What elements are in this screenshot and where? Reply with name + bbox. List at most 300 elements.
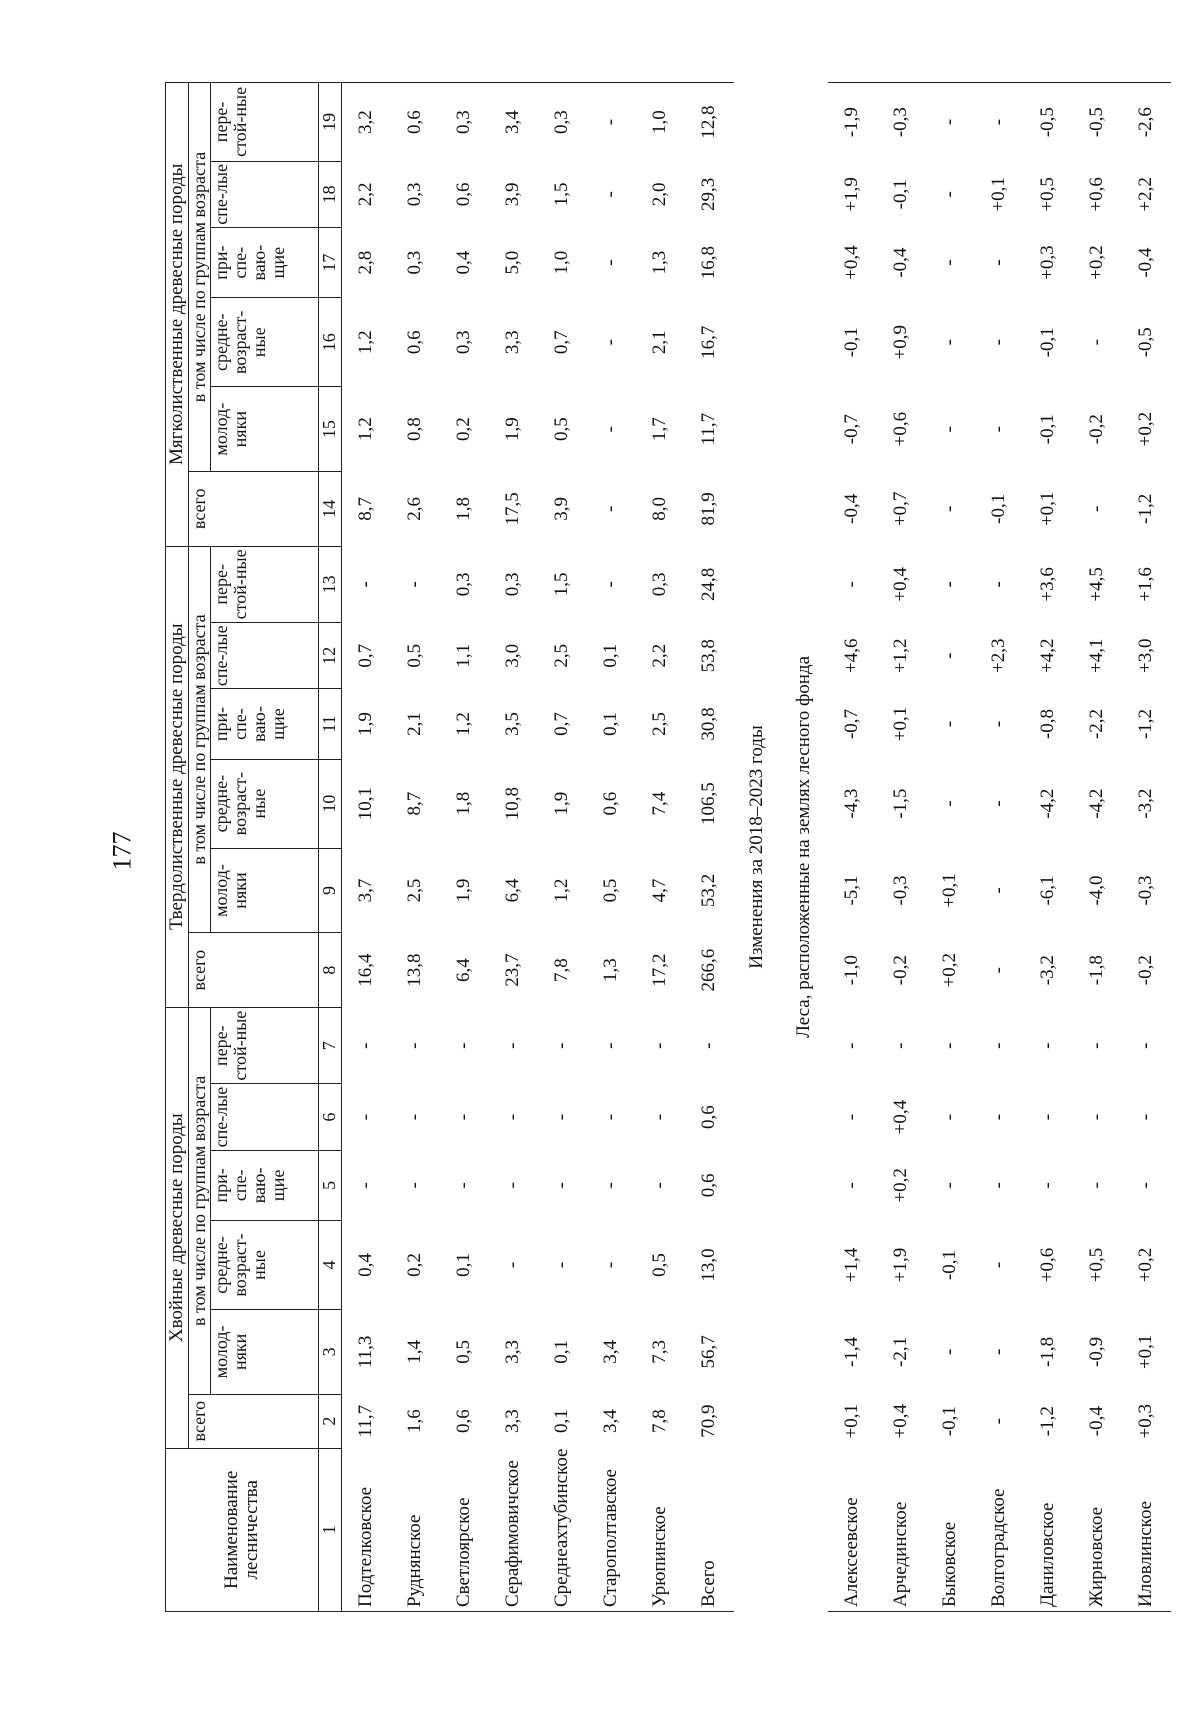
table-cell: -	[988, 1348, 1010, 1356]
table-cell: -0,4	[1135, 247, 1157, 278]
table-row	[587, 83, 636, 1612]
table-cell: +0,6	[890, 411, 912, 447]
table-cell: 53,8	[698, 639, 720, 673]
table-cell: +0,5	[1086, 1247, 1108, 1283]
table-cell: 0,6	[698, 1173, 720, 1198]
table-cell: -0,3	[1135, 875, 1157, 906]
table-cell: -	[502, 1042, 524, 1049]
table-cell: 5,0	[502, 250, 524, 275]
age-group-header: молод-няки	[210, 1309, 318, 1394]
table-cell: 106,5	[698, 782, 720, 825]
table-cell: 3,4	[600, 1340, 622, 1364]
table-cell: +1,6	[1135, 567, 1157, 602]
table-cell: 0,1	[600, 712, 622, 736]
forestry-name: Арчединское	[877, 1448, 926, 1611]
table-cell: -0,4	[1086, 1406, 1108, 1437]
table-cell: -	[551, 1182, 573, 1189]
table-cell: 11,7	[698, 412, 720, 446]
table-cell: 1,9	[453, 878, 475, 903]
forest-table	[165, 82, 1200, 1612]
table-cell: -	[404, 581, 426, 588]
table-cell: 3,9	[502, 182, 524, 207]
table-cell: 0,4	[453, 250, 475, 275]
table-cell: +0,2	[939, 952, 961, 988]
table-cell: 0,6	[453, 1409, 475, 1434]
table-cell: +1,4	[841, 1247, 863, 1283]
table-cell: +0,2	[890, 1168, 912, 1203]
table-cell: 17,2	[649, 953, 671, 987]
table-row	[1024, 83, 1073, 1612]
table-cell: 7,3	[649, 1340, 671, 1364]
table-cell: 1,4	[404, 1340, 426, 1364]
table-cell: 1,5	[551, 182, 573, 207]
table-row	[926, 83, 975, 1612]
column-number: 7	[318, 1007, 341, 1084]
table-cell: -	[355, 581, 377, 588]
table-cell: 11,3	[355, 1335, 377, 1369]
table-cell: -	[988, 720, 1010, 728]
table-cell: 13,8	[404, 953, 426, 987]
table-cell: 7,8	[551, 958, 573, 983]
forestry-name: Урюпинское	[636, 1448, 685, 1611]
age-group-header: пере-стой-ные	[210, 546, 318, 623]
total-header: всего	[188, 472, 318, 546]
table-cell: -	[988, 259, 1010, 266]
table-cell: 0,4	[355, 1253, 377, 1277]
section-title-forest-fund-lands: Леса, расположенные на землях лесного фонда	[793, 655, 815, 1039]
table-cell: 1,9	[551, 791, 573, 816]
table-cell: -0,3	[890, 875, 912, 906]
table-cell: -1,4	[841, 1336, 863, 1367]
table-cell: 3,2	[342, 83, 391, 162]
forestry-name: Алексеевское	[828, 1448, 877, 1611]
table-cell: 8,7	[355, 496, 377, 521]
forestry-name: Быковское	[926, 1448, 975, 1611]
table-cell: 1,5	[551, 572, 573, 597]
table-cell: -	[1135, 1182, 1157, 1189]
table-cell: -	[698, 1042, 720, 1049]
table-row	[685, 83, 734, 1612]
table-cell: -0,8	[1037, 708, 1059, 740]
table-cell: -	[988, 1418, 1010, 1425]
table-cell: -0,5	[1135, 327, 1157, 358]
table-cell: 0,6	[453, 182, 475, 207]
table-cell: 16,7	[698, 325, 720, 359]
table-cell: -	[939, 720, 961, 728]
table-cell: -	[600, 1113, 622, 1121]
table-cell: +0,2	[1086, 245, 1108, 280]
table-cell: 2,1	[404, 712, 426, 736]
table-cell: 0,5	[404, 643, 426, 668]
table-cell: +0,4	[841, 245, 863, 280]
table-cell: 17,5	[502, 492, 524, 526]
table-cell: -	[502, 1113, 524, 1121]
name-column-header: Наименование лесничества	[166, 1448, 319, 1611]
table-cell: -4,2	[1086, 788, 1108, 819]
table-row	[391, 83, 440, 1612]
table-cell: -	[988, 1113, 1010, 1121]
table-cell: 1,6	[404, 1409, 426, 1434]
table-cell: -0,2	[1135, 955, 1157, 986]
table-cell: 0,3	[404, 250, 426, 275]
table-cell: -4,3	[841, 788, 863, 819]
table-cell: 2,8	[355, 250, 377, 275]
table-cell: 13,0	[698, 1248, 720, 1282]
table-cell: -5,1	[841, 875, 863, 906]
table-cell: -	[355, 1113, 377, 1121]
forestry-name: Подтелковское	[342, 1448, 391, 1611]
table-cell: -1,2	[1135, 708, 1157, 740]
table-cell: 3,4	[600, 1409, 622, 1434]
table-cell: 1,1	[453, 643, 475, 668]
table-cell: +0,3	[1135, 1403, 1157, 1439]
table-cell: 7,4	[649, 791, 671, 816]
table-cell: -4,0	[1086, 875, 1108, 906]
column-number: 1	[318, 1448, 341, 1611]
table-cell: +4,2	[1037, 638, 1059, 673]
table-cell: -	[939, 1113, 961, 1121]
table-cell: -	[649, 1113, 671, 1121]
total-header: всего	[188, 933, 318, 1007]
table-cell: 3,9	[551, 496, 573, 521]
forestry-name: Даниловское	[1024, 1448, 1073, 1611]
table-cell: +0,2	[1135, 1247, 1157, 1283]
table-cell: -	[939, 1042, 961, 1049]
table-cell: -4,2	[1037, 788, 1059, 819]
table-cell: -3,2	[1037, 955, 1059, 986]
page-number: 177	[107, 831, 137, 871]
table-cell: +0,6	[1037, 1247, 1059, 1283]
table-cell: -	[404, 1182, 426, 1189]
table-cell: 30,8	[698, 707, 720, 741]
table-cell: +4,1	[1086, 638, 1108, 673]
table-cell: -0,5	[1073, 83, 1122, 162]
table-cell: -	[600, 339, 622, 346]
table-cell: -0,1	[939, 1406, 961, 1437]
table-row	[636, 83, 685, 1612]
table-cell: 2,5	[649, 712, 671, 736]
table-cell: 29,3	[698, 177, 720, 211]
table-cell: 0,3	[649, 572, 671, 597]
table-row	[342, 83, 391, 1612]
table-cell: -	[587, 83, 636, 162]
table-cell: 0,6	[404, 330, 426, 355]
table-cell: 1,0	[636, 83, 685, 162]
table-cell: 266,6	[698, 948, 720, 992]
table-cell: 8,0	[649, 496, 671, 521]
table-cell: 7,8	[649, 1409, 671, 1434]
table-cell: -	[649, 1042, 671, 1049]
table-cell: 2,5	[551, 643, 573, 668]
table-cell: +0,6	[1086, 177, 1108, 212]
table-cell: -	[1086, 1113, 1108, 1121]
age-group-header: спе-лые	[210, 161, 318, 227]
table-cell: 4,7	[649, 878, 671, 903]
column-number: 17	[318, 227, 341, 297]
table-cell: -1,8	[1037, 1336, 1059, 1367]
table-cell: 0,6	[600, 791, 622, 816]
table-cell: -1,0	[841, 955, 863, 986]
table-cell: -	[1037, 1113, 1059, 1121]
table-cell: -0,1	[988, 493, 1010, 524]
table-cell: -	[404, 1042, 426, 1049]
table-row	[877, 83, 926, 1612]
table-cell: -1,8	[1086, 955, 1108, 986]
table-cell: +0,1	[890, 706, 912, 742]
column-number: 3	[318, 1309, 341, 1394]
table-cell: -0,4	[890, 247, 912, 278]
age-group-header: спе-лые	[210, 1084, 318, 1150]
table-cell: 10,1	[355, 787, 377, 821]
table-cell: 0,1	[551, 1340, 573, 1364]
table-cell: -	[1086, 1042, 1108, 1049]
table-cell: +0,4	[890, 567, 912, 602]
table-cell: -0,4	[841, 493, 863, 524]
table-row	[1073, 83, 1122, 1612]
table-cell: 0,1	[551, 1409, 573, 1434]
table-cell: -1,2	[1037, 1406, 1059, 1437]
table-cell: -	[1086, 339, 1108, 346]
table-cell: -	[404, 1113, 426, 1121]
table-row	[828, 83, 877, 1612]
table-cell: -2,1	[890, 1336, 912, 1367]
table-cell: 0,3	[538, 83, 587, 162]
table-cell: -	[600, 581, 622, 588]
table-row	[489, 83, 538, 1612]
age-group-header: при-спе-ваю-щие	[210, 1150, 318, 1220]
table-cell: 0,5	[551, 417, 573, 442]
table-cell: 0,2	[404, 1253, 426, 1277]
table-cell: 0,3	[453, 330, 475, 355]
table-cell: -0,7	[841, 708, 863, 740]
table-cell: 1,2	[355, 417, 377, 442]
table-cell: -0,1	[939, 1249, 961, 1281]
table-cell: -	[988, 1261, 1010, 1269]
forestry-name: Старополтавское	[587, 1448, 636, 1611]
table-cell: 56,7	[698, 1335, 720, 1369]
table-cell: 6,4	[453, 958, 475, 983]
column-number: 18	[318, 161, 341, 227]
table-cell: -	[355, 1042, 377, 1049]
table-cell: 6,4	[502, 878, 524, 903]
table-cell: 0,8	[404, 417, 426, 442]
table-cell: +0,4	[890, 1099, 912, 1135]
table-cell: -1,9	[828, 83, 877, 162]
table-cell: +0,1	[841, 1403, 863, 1439]
table-cell: 2,5	[404, 878, 426, 903]
table-cell: 11,7	[355, 1404, 377, 1438]
total-header: всего	[188, 1394, 318, 1448]
table-cell: -	[988, 581, 1010, 588]
table-cell: 1,3	[600, 958, 622, 983]
table-cell: -	[1135, 1113, 1157, 1121]
table-cell: +0,2	[1135, 411, 1157, 447]
table-cell: 3,0	[502, 643, 524, 668]
table-cell: +0,1	[988, 177, 1010, 212]
table-cell: -	[502, 1261, 524, 1269]
table-cell: +0,1	[1037, 491, 1059, 527]
table-cell: 8,7	[404, 791, 426, 816]
table-cell: 23,7	[502, 953, 524, 987]
table-cell: 70,9	[698, 1404, 720, 1438]
table-cell: +0,3	[1037, 245, 1059, 280]
table-cell: 0,5	[600, 878, 622, 903]
forestry-name: Жирновское	[1073, 1448, 1122, 1611]
table-cell: -0,1	[1037, 414, 1059, 445]
age-group-header: молод-няки	[210, 848, 318, 933]
table-cell: -	[939, 581, 961, 588]
table-row	[975, 83, 1024, 1612]
table-cell: 1,7	[649, 417, 671, 442]
age-group-header: молод-няки	[210, 387, 318, 472]
table-cell: -0,2	[1086, 414, 1108, 445]
table-cell: +4,6	[841, 638, 863, 673]
table-cell: 3,4	[489, 83, 538, 162]
by-age-header: в том числе по группам возраста	[188, 546, 210, 933]
table-cell: 24,8	[698, 567, 720, 601]
table-cell: -0,1	[841, 327, 863, 358]
table-cell: 0,7	[355, 643, 377, 668]
table-cell: 0,6	[698, 1105, 720, 1129]
table-cell: 2,0	[649, 182, 671, 207]
table-cell: +0,7	[890, 491, 912, 527]
table-cell: 0,7	[551, 330, 573, 355]
column-number: 19	[318, 83, 341, 162]
table-cell: 16,4	[355, 953, 377, 987]
table-cell: -	[502, 1182, 524, 1189]
column-number: 8	[318, 933, 341, 1007]
table-cell: -2,2	[1086, 708, 1108, 740]
column-number: 6	[318, 1084, 341, 1150]
table-cell: 0,5	[649, 1253, 671, 1277]
table-cell: 0,6	[391, 83, 440, 162]
age-group-header: при-спе-ваю-щие	[210, 689, 318, 759]
table-cell: -	[988, 1182, 1010, 1189]
table-cell: -	[1086, 505, 1108, 512]
table-cell: 1,2	[355, 330, 377, 355]
table-cell: -	[600, 1042, 622, 1049]
table-row	[1122, 83, 1171, 1612]
table-cell: -	[600, 505, 622, 512]
table-cell: -	[453, 1113, 475, 1121]
table-cell: -	[988, 800, 1010, 807]
table-cell: -	[1086, 1182, 1108, 1189]
table-cell: 1,9	[502, 417, 524, 442]
table-cell: 0,3	[502, 572, 524, 597]
column-number: 10	[318, 759, 341, 848]
forestry-name: Волгоградское	[975, 1448, 1024, 1611]
table-cell: -	[841, 1113, 863, 1121]
group-header-hardwood: Твердолиственные древесные породы	[166, 546, 189, 1007]
table-cell: +0,1	[939, 873, 961, 908]
by-age-header: в том числе по группам возраста	[188, 83, 210, 472]
table-cell: 1,2	[551, 878, 573, 903]
table-cell: -	[939, 1348, 961, 1356]
table-cell: 2,6	[404, 496, 426, 521]
table-cell: +4,5	[1086, 567, 1108, 602]
table-cell: 16,8	[698, 245, 720, 280]
column-number: 5	[318, 1150, 341, 1220]
table-cell: -	[453, 1042, 475, 1049]
table-cell: 0,1	[453, 1253, 475, 1277]
section-title-changes: Изменения за 2018–2023 годы	[746, 725, 768, 969]
table-cell: 0,2	[453, 417, 475, 442]
table-cell: -	[600, 1261, 622, 1269]
table-cell: 0,3	[440, 83, 489, 162]
table-cell: +0,4	[890, 1403, 912, 1439]
forestry-name: Серафимовичское	[489, 1448, 538, 1611]
table-cell: 3,3	[502, 1340, 524, 1364]
table-cell: 2,2	[649, 643, 671, 668]
table-cell: 0,1	[600, 643, 622, 668]
table-cell: +2,2	[1135, 177, 1157, 212]
table-cell: -	[939, 191, 961, 198]
column-number: 13	[318, 546, 341, 623]
table-cell: 12,8	[685, 83, 734, 162]
table-cell: -	[551, 1113, 573, 1121]
by-age-header: в том числе по группам возраста	[188, 1007, 210, 1394]
table-cell: -2,6	[1122, 83, 1171, 162]
table-cell: -	[939, 505, 961, 512]
age-group-header: пере-стой-ные	[210, 83, 318, 162]
table-cell: -	[551, 1042, 573, 1049]
table-cell: -	[988, 425, 1010, 433]
forestry-name: Светлоярское	[440, 1448, 489, 1611]
age-group-header: средне-возраст-ные	[210, 298, 318, 387]
column-number: 11	[318, 689, 341, 759]
table-cell: -3,2	[1135, 788, 1157, 819]
table-cell: -	[841, 1182, 863, 1189]
table-cell: 1,3	[649, 250, 671, 275]
column-number: 12	[318, 623, 341, 689]
age-group-header: спе-лые	[210, 623, 318, 689]
table-cell: -0,3	[877, 83, 926, 162]
table-cell: -	[600, 191, 622, 198]
table-cell: -	[841, 581, 863, 588]
table-cell: -	[939, 652, 961, 659]
table-cell: 1,8	[453, 791, 475, 816]
age-group-header: средне-возраст-ные	[210, 1221, 318, 1310]
table-cell: +0,1	[1135, 1334, 1157, 1370]
table-cell: -1,2	[1135, 493, 1157, 524]
table-cell: -0,1	[890, 179, 912, 210]
table-cell: 53,2	[698, 873, 720, 908]
table-cell: -	[939, 259, 961, 266]
table-cell: 2,1	[649, 330, 671, 355]
table-cell: 2,2	[355, 182, 377, 207]
table-cell: -1,5	[890, 788, 912, 819]
table-row	[440, 83, 489, 1612]
table-cell: -	[551, 1261, 573, 1269]
table-cell: 0,3	[404, 182, 426, 207]
table-cell: -	[975, 83, 1024, 162]
table-header	[165, 82, 342, 1612]
column-number: 4	[318, 1221, 341, 1310]
table-row	[538, 83, 587, 1612]
table-cell: -0,5	[1024, 83, 1073, 162]
table-cell: +1,9	[890, 1247, 912, 1283]
table-cell: +1,9	[841, 177, 863, 212]
forestry-name: Среднеахтубинское	[538, 1448, 587, 1611]
table-cell: -	[600, 425, 622, 433]
table-cell: 81,9	[698, 492, 720, 526]
column-number: 16	[318, 298, 341, 387]
table-cell: +0,5	[1037, 177, 1059, 212]
group-header-softwood: Мягколиственные древесные породы	[166, 83, 189, 547]
table-cell: +3,6	[1037, 567, 1059, 602]
table-cell: -	[926, 83, 975, 162]
table-cell: +1,2	[890, 638, 912, 673]
